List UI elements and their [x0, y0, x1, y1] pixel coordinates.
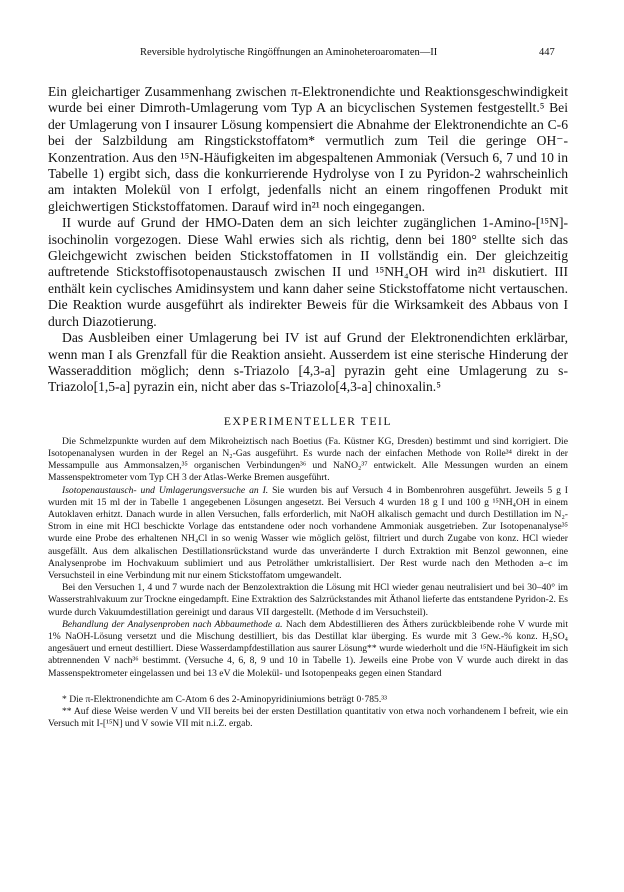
experimental-paragraph-1: Die Schmelzpunkte wurden auf dem Mikroheiztisch nach Boetius (Fa. Küstner KG, Dresden) bestimmt und sind korrigiert. Die Isotopenanalysen wurden in der Regel an N₂-Gas ausgeführt. Es wurde nach der einfachen Methode von Rolle³⁴ direkt in der Messampulle aus Ammonsalzen,³⁵ organischen Verbindungen³⁶ und NaNO₂³⁷ entwickelt. Alle Messungen wurden an einem Massenspektrometer vom Typ CH 3 der Atlas-Werke Bremen ausgeführt.: [48, 435, 568, 484]
experimental-paragraph-4-text: Nach dem Abdestillieren des Äthers zurückbleibende rohe V wurde mit 1% NaOH-Lösung versetzt und die Mischung destilliert, bis das Destillat klar überging. Es wurde mit 3 Gew.-% konz. H₂SO₄ angesäuert und erneut destilliert. Diese Wasserdampfdestillation aus saurer Lösung** wurde wiederholt und die ¹⁵N-Häufigkeit im sich abtrennenden V nach³⁶ bestimmt. (Versuche 4, 6, 8, 9 und 10 in Tabelle 1). Jeweils eine Probe von V wurde auch direkt in das Massenspektrometer eingelassen und bei 13 eV die Molekül- und Isotopenpeaks gegen einen Standard: [48, 618, 568, 679]
article-body: [48, 84, 568, 730]
experimental-paragraph-2-text: Sie wurden bis auf Versuch 4 in Bombenrohren ausgeführt. Jeweils 5 g I wurden mit 15 ml der in Tabelle 1 angegebenen Lösungen angesetzt. Bei Versuch 4 wurden 18 g I und 100 g ¹⁵NH₄OH in einem Autoklaven erhitzt. Danach wurde in allen Versuchen, falls erforderlich, mit NaOH alkalisch gemacht und durch Destillation im N₂-Strom in eine mit HCl beschickte Vorlage das entstandene oder noch vorhandene Ammoniak ausgetrieben. Zur Isotopenanalyse³⁵ wurde eine Probe des erhaltenen NH₄Cl in so wenig Wasser wie möglich gelöst, filtriert und durch Zugabe von konz. HCl wieder ausgefällt. Aus dem alkalischen Destillationsrückstand wurde das unveränderte I durch Extraktion mit Benzol gewonnen, eine Analysenprobe im Hochvakuum sublimiert und aus Petroläther umkristallisiert. Der Rest wurde nach den Methoden a–c im Versuchsteil in eine Verbindung mit nur einem Stickstoffatom umgewandelt.: [48, 484, 568, 581]
experimental-paragraph-4: [48, 619, 568, 680]
body-paragraph-3: Das Ausbleiben einer Umlagerung bei IV ist auf Grund der Elektronendichten erklärbar, wenn man I als Grenzfall für die Reaktion ansieht. Ausserdem ist eine sterische Hinderung der Wasseraddition möglich; denn s-Triazolo [4,3-a] pyrazin geht eine Umlagerung zu s-Triazolo[1,5-a] pyrazin ein, nicht aber das s-Triazolo[4,3-a] chinoxalin.⁵: [48, 330, 568, 395]
footnote-2: ** Auf diese Weise werden V und VII bereits bei der ersten Destillation quantitativ von etwa noch vorhandenem I befreit, wie ein Versuch mit I-[¹⁵N] und V sowie VII mit n.i.Z. ergab.: [48, 705, 568, 730]
subsection-label-isotope-exchange: Isotopenaustausch- und Umlagerungsversuche an I.: [62, 484, 269, 496]
body-paragraph-1: Ein gleichartiger Zusammenhang zwischen π-Elektronendichte und Reaktionsgeschwindigkeit wurde bei einer Dimroth-Umlagerung vom Typ A an bicyclischen Systemen festgestellt.⁵ Bei der Umlagerung von I insaurer Lösung kompensiert die Abnahme der Elektronendichte an C-6 bei der Salzbildung am Ringstickstoffatom* vermutlich zum Teil die geringe OH⁻-Konzentration. Aus den ¹⁵N-Häufigkeiten im abgespaltenen Ammoniak (Versuch 6, 7 und 10 in Tabelle 1) ergibt sich, dass die konkurrierende Hydrolyse von I zu Pyridon-2 wahrscheinlich am intakten Molekül von I erfolgt, jedenfalls nicht an einem ringoffenen Produkt mit gleichwertigen Stickstoffatomen. Darauf wird in²¹ noch eingegangen.: [48, 84, 568, 214]
page-number: 447: [539, 47, 555, 58]
footnotes: [48, 694, 568, 731]
page-header: [0, 47, 624, 63]
running-title: Reversible hydrolytische Ringöffnungen an Aminoheteroaromaten—II: [140, 47, 438, 58]
subsection-label-degradation-a: Behandlung der Analysenproben nach Abbaumethode a.: [62, 618, 283, 630]
experimental-paragraph-2: [48, 485, 568, 583]
experimental-paragraph-3: Bei den Versuchen 1, 4 und 7 wurde nach der Benzolextraktion die Lösung mit HCl wieder genau neutralisiert und bei 30–40° im Wasserstrahlvakuum zur Trockne eingedampft. Eine Extraktion des Salzrückstandes mit Äthanol lieferte das entstandene Pyridon-2. Es wurde durch Vakuumdestillation gereinigt und daraus VII dargestellt. (Methode d im Versuchsteil).: [48, 582, 568, 618]
body-paragraph-2: II wurde auf Grund der HMO-Daten dem an sich leichter zugänglichen 1-Amino-[¹⁵N]-isochinolin vorgezogen. Diese Wahl erwies sich als richtig, denn bei 180° stellte sich das Gleichgewicht zwischen beiden Stickstoffatomen in II vollständig ein. Der gleichzeitig auftretende Stickstoffisotopenaustausch zwischen II und ¹⁵NH₄OH wird in²¹ diskutiert. III enthält kein cyclisches Amidinsystem und kann daher seine Stickstoffatome nicht vertauschen. Die Reaktion wurde ausgeführt als indirekter Beweis für die Wirksamkeit des Abbaus von I durch Diazotierung.: [48, 215, 568, 329]
section-heading: EXPERIMENTELLER TEIL: [223, 415, 393, 428]
footnote-1: * Die π-Elektronendichte am C-Atom 6 des 2-Aminopyridiniumions beträgt 0·785.³³: [62, 693, 387, 705]
